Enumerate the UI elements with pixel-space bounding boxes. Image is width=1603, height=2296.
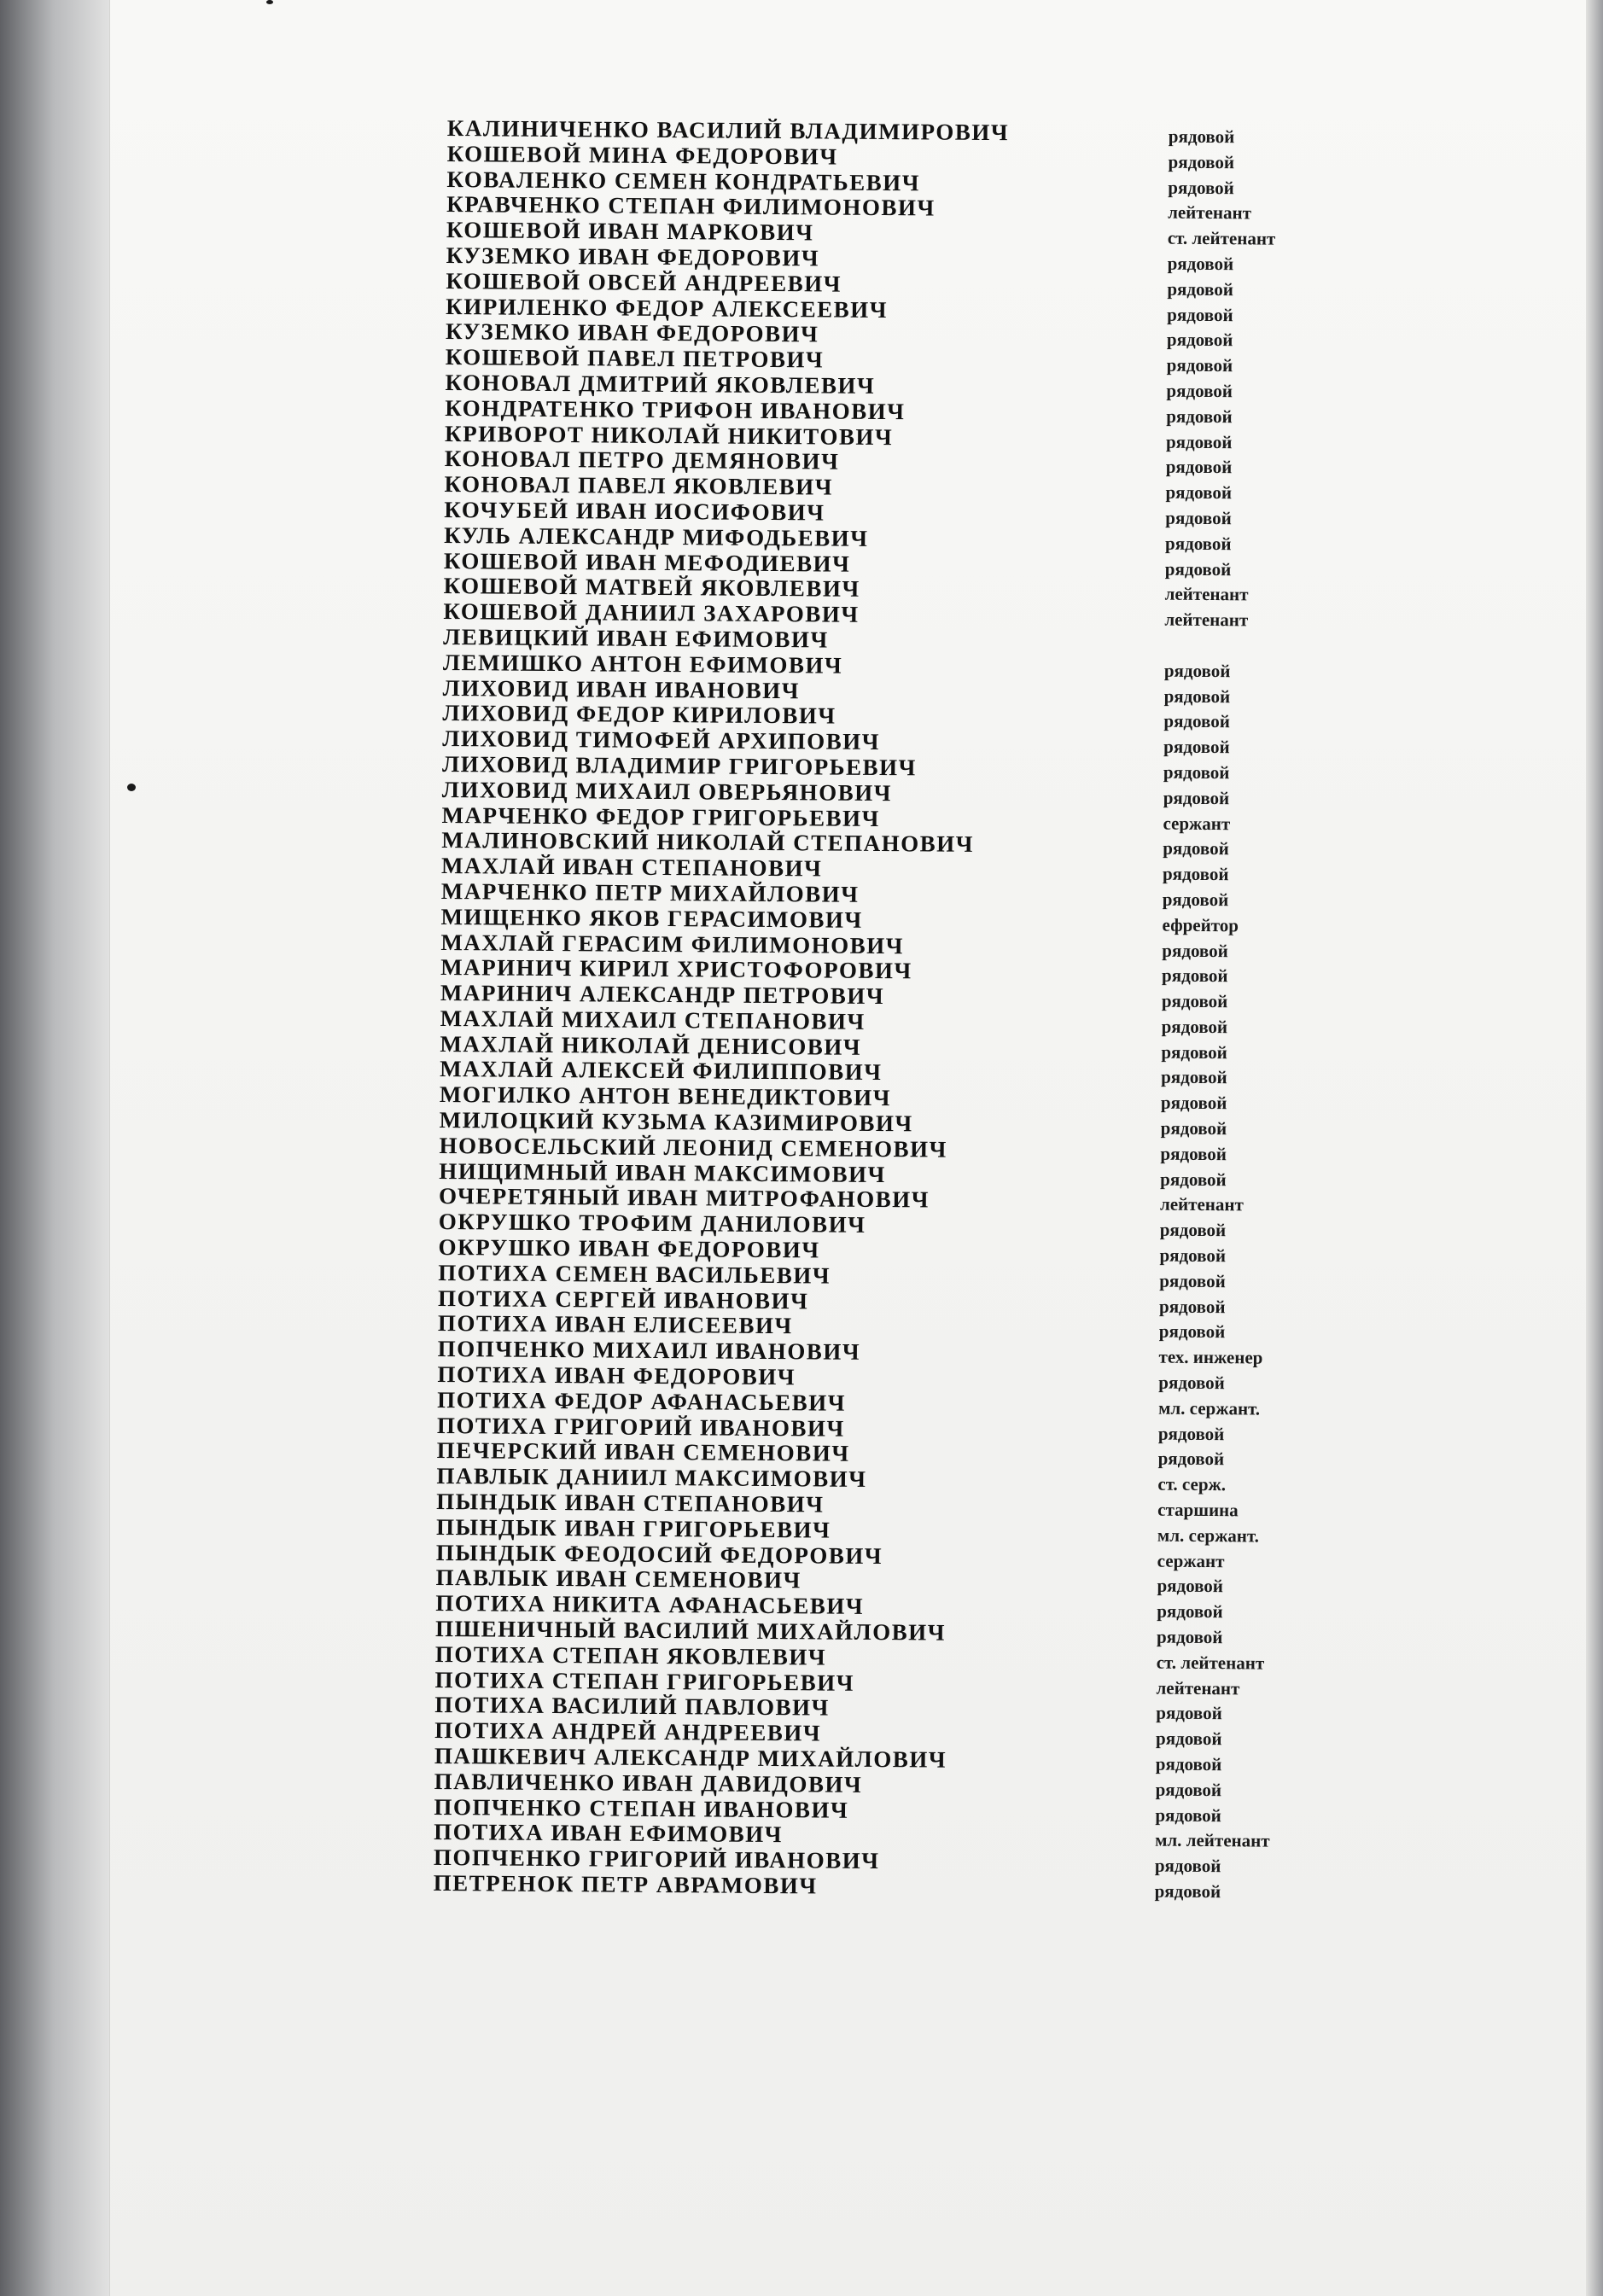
military-rank: рядовой: [1160, 1168, 1227, 1190]
military-rank: рядовой: [1154, 1855, 1221, 1877]
military-rank: рядовой: [1154, 1880, 1221, 1903]
person-name: КОШЕВОЙ ОВСЕЙ АНДРЕЕВИЧ: [446, 267, 842, 297]
person-name: КУЛЬ АЛЕКСАНДР МИФОДЬЕВИЧ: [444, 522, 869, 551]
military-rank: рядовой: [1163, 837, 1229, 860]
person-name: КРИВОРОТ НИКОЛАЙ НИКИТОВИЧ: [444, 420, 894, 450]
military-rank: ст. лейтенант: [1167, 227, 1276, 249]
person-name: МАРЧЕНКО ПЕТР МИХАЙЛОВИЧ: [440, 877, 860, 907]
military-rank: рядовой: [1155, 1804, 1221, 1826]
names-list: [434, 115, 1386, 1903]
person-name: КОНОВАЛ ДМИТРИЙ ЯКОВЛЕВИЧ: [445, 369, 876, 399]
military-rank: рядовой: [1165, 431, 1233, 452]
military-rank: рядовой: [1166, 405, 1233, 427]
military-rank: рядовой: [1167, 304, 1233, 325]
person-name: КОШЕВОЙ МИНА ФЕДОРОВИЧ: [446, 140, 838, 170]
person-name: КУЗЕМКО ИВАН ФЕДОРОВИЧ: [446, 242, 820, 271]
person-name: КОНОВАЛ ПАВЕЛ ЯКОВЛЕВИЧ: [444, 471, 834, 500]
person-name: ПОТИХА ИВАН ЕЛИСЕЕВИЧ: [437, 1310, 793, 1339]
person-name: КОШЕВОЙ ПАВЕЛ ПЕТРОВИЧ: [445, 344, 825, 373]
military-rank: рядовой: [1157, 1448, 1225, 1470]
military-rank: мл. сержант.: [1157, 1524, 1260, 1547]
person-name: МАРЧЕНКО ФЕДОР ГРИГОРЬЕВИЧ: [441, 801, 881, 831]
person-name: МИЛОЦКИЙ КУЗЬМА КАЗИМИРОВИЧ: [439, 1107, 913, 1137]
person-name: ПАВЛЫК ДАНИИЛ МАКСИМОВИЧ: [436, 1463, 867, 1493]
person-name: МИЩЕНКО ЯКОВ ГЕРАСИМОВИЧ: [440, 903, 863, 933]
ink-speck: [266, 0, 273, 4]
military-rank: рядовой: [1158, 1296, 1226, 1317]
page-gutter-shadow: [0, 0, 119, 2296]
person-name: ПЫНДЫК ИВАН СТЕПАНОВИЧ: [436, 1488, 825, 1518]
military-rank: рядовой: [1162, 964, 1228, 987]
person-name: КОНОВАЛ ПЕТРО ДЕМЯНОВИЧ: [444, 446, 840, 475]
military-rank: рядовой: [1168, 125, 1235, 148]
person-name: ЛИХОВИД ТИМОФЕЙ АРХИПОВИЧ: [442, 726, 881, 755]
military-rank: рядовой: [1157, 1600, 1223, 1623]
military-rank: рядовой: [1156, 1626, 1223, 1648]
person-name: КУЗЕМКО ИВАН ФЕДОРОВИЧ: [445, 318, 819, 347]
military-rank: рядовой: [1166, 329, 1233, 351]
military-rank: рядовой: [1166, 380, 1233, 402]
ink-speck: [127, 784, 136, 791]
person-name: ПАВЛЫК ИВАН СЕМЕНОВИЧ: [435, 1565, 802, 1594]
person-name: МАЛИНОВСКИЙ НИКОЛАЙ СТЕПАНОВИЧ: [441, 827, 975, 858]
military-rank: сержант: [1163, 813, 1231, 834]
person-name: ПОПЧЕНКО СТЕПАН ИВАНОВИЧ: [434, 1793, 849, 1823]
person-name: ПОПЧЕНКО МИХАИЛ ИВАНОВИЧ: [437, 1336, 861, 1366]
person-name: КОЧУБЕЙ ИВАН ИОСИФОВИЧ: [444, 496, 825, 526]
military-rank: лейтенант: [1159, 1194, 1244, 1215]
person-name: ЛИХОВИД МИХАИЛ ОВЕРЬЯНОВИЧ: [441, 776, 893, 806]
military-rank: рядовой: [1165, 507, 1232, 529]
military-rank: рядовой: [1162, 863, 1229, 885]
military-rank: лейтенант: [1164, 583, 1249, 605]
person-name: ПАШКЕВИЧ АЛЕКСАНДР МИХАЙЛОВИЧ: [434, 1742, 947, 1773]
person-name: ПОТИХА ФЕДОР АФАНАСЬЕВИЧ: [437, 1386, 847, 1416]
military-rank: рядовой: [1159, 1244, 1227, 1267]
military-rank: рядовой: [1167, 278, 1233, 300]
person-name: ПОТИХА СТЕПАН ЯКОВЛЕВИЧ: [434, 1640, 827, 1670]
military-rank: рядовой: [1164, 558, 1232, 580]
military-rank: рядовой: [1155, 1728, 1222, 1750]
military-rank: рядовой: [1163, 685, 1231, 707]
person-name: ЛИХОВИД ФЕДОР КИРИЛОВИЧ: [442, 700, 836, 729]
person-name: ЛЕМИШКО АНТОН ЕФИМОВИЧ: [442, 649, 843, 679]
military-rank: рядовой: [1162, 940, 1228, 961]
person-name: ПЫНДЫК ФЕОДОСИЙ ФЕДОРОВИЧ: [435, 1539, 883, 1569]
person-name: ПАВЛИЧЕНКО ИВАН ДАВИДОВИЧ: [434, 1768, 863, 1798]
military-rank: рядовой: [1156, 1702, 1222, 1724]
document-page: [109, 0, 1587, 2296]
military-rank: рядовой: [1160, 1143, 1227, 1165]
military-rank: лейтенант: [1156, 1677, 1240, 1699]
military-rank: рядовой: [1161, 1016, 1228, 1038]
page-edge: [1586, 0, 1603, 2296]
military-rank: лейтенант: [1164, 609, 1249, 631]
person-name: ПОТИХА НИКИТА АФАНАСЬЕВИЧ: [435, 1590, 865, 1620]
military-rank: рядовой: [1161, 1067, 1227, 1088]
person-name: КОШЕВОЙ ИВАН МАРКОВИЧ: [446, 217, 814, 246]
person-name: ПОПЧЕНКО ГРИГОРИЙ ИВАНОВИЧ: [433, 1844, 880, 1874]
person-name: МАРИНИЧ АЛЕКСАНДР ПЕТРОВИЧ: [440, 980, 885, 1010]
person-name: МАРИНИЧ КИРИЛ ХРИСТОФОРОВИЧ: [440, 954, 912, 984]
person-name: ЛЕВИЦКИЙ ИВАН ЕФИМОВИЧ: [443, 623, 829, 653]
military-rank: рядовой: [1164, 533, 1232, 554]
person-name: МАХЛАЙ ИВАН СТЕПАНОВИЧ: [440, 853, 823, 882]
military-rank: ефрейтор: [1162, 914, 1239, 936]
military-rank: ст. лейтенант: [1156, 1652, 1265, 1674]
person-name: ПОТИХА ГРИГОРИЙ ИВАНОВИЧ: [436, 1412, 845, 1442]
military-rank: рядовой: [1168, 177, 1234, 198]
military-rank: рядовой: [1165, 456, 1233, 478]
person-name: КИРИЛЕНКО ФЕДОР АЛЕКСЕЕВИЧ: [446, 293, 889, 323]
person-name: ПЫНДЫК ИВАН ГРИГОРЬЕВИЧ: [435, 1513, 831, 1543]
person-name: ПЕЧЕРСКИЙ ИВАН СЕМЕНОВИЧ: [436, 1437, 850, 1467]
person-name: ОЧЕРЕТЯНЫЙ ИВАН МИТРОФАНОВИЧ: [438, 1183, 930, 1213]
military-rank: рядовой: [1163, 787, 1230, 808]
military-rank: рядовой: [1157, 1423, 1225, 1444]
military-rank: рядовой: [1160, 1092, 1227, 1114]
person-name: КАЛИНИЧЕНКО ВАСИЛИЙ ВЛАДИМИРОВИЧ: [446, 115, 1010, 146]
military-rank: рядовой: [1167, 253, 1234, 275]
military-rank: рядовой: [1158, 1321, 1226, 1343]
person-name: ПОТИХА ВАСИЛИЙ ПАВЛОВИЧ: [434, 1692, 831, 1721]
person-name: ОКРУШКО ИВАН ФЕДОРОВИЧ: [438, 1234, 820, 1263]
military-rank: рядовой: [1161, 1041, 1227, 1063]
person-name: МАХЛАЙ НИКОЛАЙ ДЕНИСОВИЧ: [440, 1030, 862, 1060]
person-name: ПОТИХА СЕМЕН ВАСИЛЬЕВИЧ: [438, 1259, 831, 1289]
military-rank: старшина: [1157, 1499, 1239, 1521]
person-name: ПОТИХА СЕРГЕЙ ИВАНОВИЧ: [437, 1285, 809, 1314]
military-rank: рядовой: [1163, 761, 1230, 784]
person-name: ОКРУШКО ТРОФИМ ДАНИЛОВИЧ: [438, 1209, 866, 1238]
person-name: КОВАЛЕНКО СЕМЕН КОНДРАТЬЕВИЧ: [446, 166, 921, 195]
military-rank: мл. лейтенант: [1155, 1829, 1270, 1852]
person-name: ЛИХОВИД ИВАН ИВАНОВИЧ: [442, 674, 801, 703]
military-rank: рядовой: [1155, 1753, 1222, 1775]
military-rank: тех. инженер: [1158, 1346, 1263, 1368]
person-name: ПЕТРЕНОК ПЕТР АВРАМОВИЧ: [433, 1869, 818, 1899]
military-rank: сержант: [1157, 1550, 1225, 1571]
military-rank: рядовой: [1168, 151, 1235, 173]
person-name: МОГИЛКО АНТОН ВЕНЕДИКТОВИЧ: [439, 1081, 892, 1111]
person-name: ЛИХОВИД ВЛАДИМИР ГРИГОРЬЕВИЧ: [441, 750, 917, 781]
person-name: КОШЕВОЙ ИВАН МЕФОДИЕВИЧ: [443, 547, 851, 577]
military-rank: рядовой: [1157, 1576, 1224, 1597]
military-rank: рядовой: [1159, 1270, 1226, 1292]
person-name: КРАВЧЕНКО СТЕПАН ФИЛИМОНОВИЧ: [446, 191, 936, 221]
person-name: МАХЛАЙ АЛЕКСЕЙ ФИЛИППОВИЧ: [440, 1056, 883, 1086]
person-name: КОНДРАТЕНКО ТРИФОН ИВАНОВИЧ: [445, 394, 906, 424]
person-name: ПОТИХА СТЕПАН ГРИГОРЬЕВИЧ: [434, 1666, 855, 1696]
military-rank: рядовой: [1161, 990, 1228, 1012]
military-rank: рядовой: [1162, 889, 1229, 911]
military-rank: рядовой: [1155, 1779, 1222, 1800]
military-rank: рядовой: [1159, 1219, 1227, 1241]
person-name: КОШЕВОЙ МАТВЕЙ ЯКОВЛЕВИЧ: [443, 573, 860, 603]
person-name: НИЩИМНЫЙ ИВАН МАКСИМОВИЧ: [439, 1157, 887, 1187]
military-rank: лейтенант: [1168, 202, 1252, 224]
military-rank: рядовой: [1165, 481, 1233, 504]
person-name: ПШЕНИЧНЫЙ ВАСИЛИЙ МИХАЙЛОВИЧ: [434, 1615, 947, 1646]
person-name: ПОТИХА АНДРЕЙ АНДРЕЕВИЧ: [434, 1717, 822, 1746]
military-rank: рядовой: [1163, 660, 1231, 681]
military-rank: рядовой: [1160, 1117, 1227, 1139]
military-rank: рядовой: [1163, 736, 1230, 758]
person-name: МАХЛАЙ ГЕРАСИМ ФИЛИМОНОВИЧ: [440, 929, 905, 959]
person-name: КОШЕВОЙ ДАНИИЛ ЗАХАРОВИЧ: [443, 598, 860, 627]
military-rank: мл. сержант.: [1158, 1397, 1261, 1419]
person-name: ПОТИХА ИВАН ФЕДОРОВИЧ: [437, 1361, 796, 1390]
person-name: ПОТИХА ИВАН ЕФИМОВИЧ: [434, 1819, 784, 1848]
person-name: МАХЛАЙ МИХАИЛ СТЕПАНОВИЧ: [440, 1005, 866, 1034]
military-rank: рядовой: [1163, 710, 1230, 732]
person-name: НОВОСЕЛЬСКИЙ ЛЕОНИД СЕМЕНОВИЧ: [439, 1132, 948, 1163]
military-rank: ст. серж.: [1157, 1473, 1227, 1495]
military-rank: рядовой: [1158, 1372, 1225, 1394]
military-rank: рядовой: [1166, 354, 1233, 376]
